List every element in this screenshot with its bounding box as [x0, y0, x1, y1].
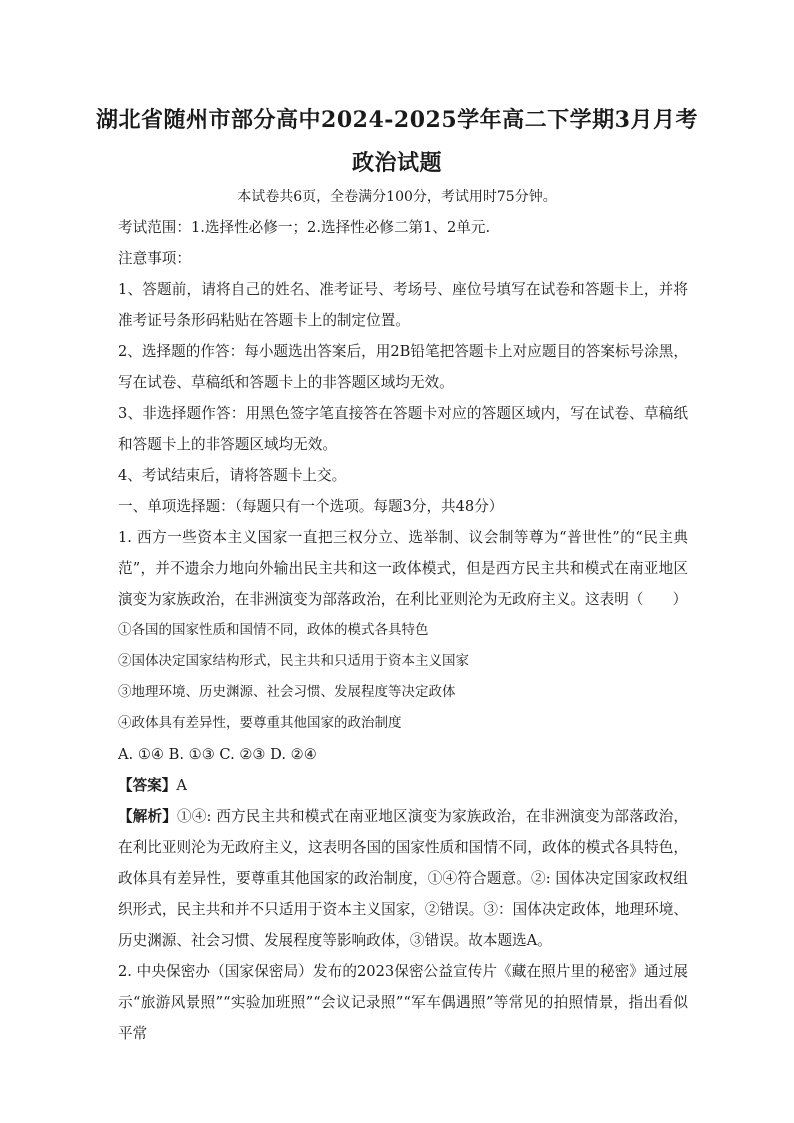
analysis-label: 【解析】 — [118, 808, 177, 825]
question-1-option-1: ①各国的国家性质和国情不同，政体的模式各具特色 — [118, 622, 429, 638]
question-1-option-3: ③地理环境、历史渊源、社会习惯、发展程度等决定政体 — [118, 684, 456, 700]
notice-item-2: 2、选择题的作答：每小题选出答案后，用2B铅笔把答题卡上对应题目的答案标号涂黑，写在试卷、草稿纸和答题卡上的非答题区域均无效。 — [118, 343, 688, 391]
exam-title: 湖北省随州市部分高中2024-2025学年高二下学期3月月考 — [96, 107, 698, 133]
exam-info: 本试卷共6页，全卷满分100分，考试用时75分钟。 — [237, 189, 557, 205]
notice-item-4: 4、考试结束后，请将答题卡上交。 — [118, 467, 347, 484]
question-1-answer — [118, 770, 688, 801]
answer-label: 【答案】 — [118, 777, 177, 794]
section-heading: 一、单项选择题：（每题只有一个选项。每题3分，共48分） — [118, 498, 504, 515]
question-1-choices: A. ①④ B. ①③ C. ②③ D. ②④ — [118, 746, 317, 763]
answer-value: A — [176, 777, 187, 794]
notice-item-1: 1、答题前，请将自己的姓名、准考证号、考场号、座位号填写在试卷和答题卡上，并将准考证号条形码粘贴在答题卡上的制定位置。 — [118, 281, 688, 329]
question-1-option-2: ②国体决定国家结构形式，民主共和只适用于资本主义国家 — [118, 653, 469, 669]
exam-subject-title: 政治试题 — [351, 150, 442, 176]
question-1-option-4: ④政体具有差异性，要尊重其他国家的政治制度 — [118, 715, 402, 731]
notice-item-3: 3、非选择题作答：用黑色签字笔直接答在答题卡对应的答题区域内，写在试卷、草稿纸和答题卡上的非答题区域均无效。 — [118, 405, 688, 453]
exam-scope: 考试范围：1.选择性必修一；2.选择性必修二第1、2单元. — [118, 219, 491, 236]
question-2-stem: 2. 中央保密办（国家保密局）发布的2023保密公益宣传片《藏在照片里的秘密》通过展示“旅游风景照”“实验加班照”“会议记录照”“军车偶遇照”等常见的拍照情景，指出看似平常 — [118, 963, 688, 1042]
notice-heading: 注意事项： — [118, 250, 191, 267]
question-1-stem: 1. 西方一些资本主义国家一直把三权分立、选举制、议会制等尊为“普世性”的“民主典范”，并不遗余力地向外输出民主共和这一政体模式，但是西方民主共和模式在南亚地区演变为家族政治，在非洲演变为部落政治，在利比亚则沦为无政府主义。这表明（ ） — [118, 529, 688, 608]
analysis-text: ①④: 西方民主共和模式在南亚地区演变为家族政治，在非洲演变为部落政治，在利比亚则沦为无政府主义，这表明各国的国家性质和国情不同，政体的模式各具特色，政体具有差异性，要尊重其他国家的政治制度，①④符合题意。②: 国体决定国家政权组织形式，民主共和并不只适用于资本主义国家，②错误。③：国体决定政体，地理环境、历史渊源、社会习惯、发展程度等影响政体，③错误。故本题选A。 — [118, 808, 688, 949]
exam-body — [118, 212, 688, 1049]
question-1-analysis — [118, 801, 688, 956]
